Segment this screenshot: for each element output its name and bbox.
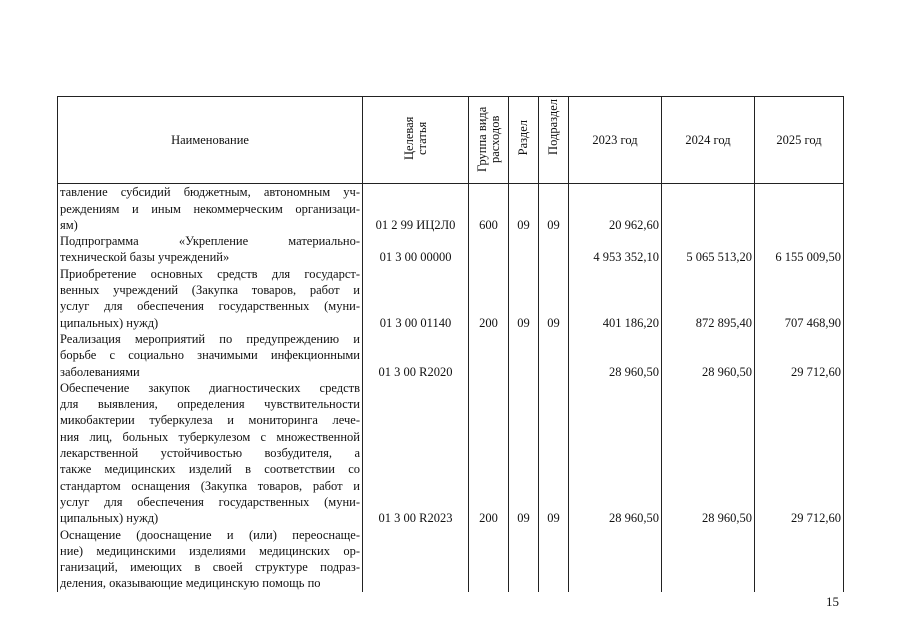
row-subsection xyxy=(539,331,569,380)
row-amount-2023 xyxy=(569,527,662,592)
row-amount-2023: 4 953 352,10 xyxy=(569,233,662,266)
row-target-article: 01 3 00 R2023 xyxy=(363,380,469,527)
header-subsection xyxy=(539,97,569,184)
row-name xyxy=(58,266,363,331)
row-amount-2024: 872 895,40 xyxy=(662,266,755,331)
row-name-line: тавление субсидий бюджетным, автономным уч- xyxy=(60,185,360,200)
row-amount-2024 xyxy=(662,184,755,233)
row-target-article: 01 3 00 00000 xyxy=(363,233,469,266)
table-row xyxy=(58,233,844,266)
row-name-line: венных учреждений (Закупка товаров, работ и xyxy=(60,283,360,298)
row-name xyxy=(58,184,363,233)
row-name-line: Оснащение (дооснащение и (или) переоснаще- xyxy=(60,527,360,542)
header-expense-group-text: Группа вида расходов xyxy=(474,106,502,172)
row-name-line: деления, оказывающие медицинскую помощь по xyxy=(60,576,321,591)
row-name xyxy=(58,233,363,266)
header-target-article xyxy=(363,97,469,184)
row-name xyxy=(58,527,363,592)
row-amount-2024 xyxy=(662,527,755,592)
header-2025: 2025 год xyxy=(755,97,844,184)
table-row xyxy=(58,380,844,527)
row-expense-group xyxy=(469,527,509,592)
page-number: 15 xyxy=(826,594,839,609)
budget-table xyxy=(57,96,844,592)
header-2023: 2023 год xyxy=(569,97,662,184)
row-amount-2023: 20 962,60 xyxy=(569,184,662,233)
row-amount-2024: 5 065 513,20 xyxy=(662,233,755,266)
row-name-line: ние) медицинскими изделиями медицинских ор- xyxy=(60,543,360,558)
header-section xyxy=(509,97,539,184)
table-body xyxy=(58,184,844,592)
row-name-line: Обеспечение закупок диагностических средств xyxy=(60,380,360,395)
row-amount-2023: 28 960,50 xyxy=(569,380,662,527)
row-section: 09 xyxy=(509,184,539,233)
header-subsection-text: Подраздел xyxy=(546,99,560,155)
row-name-line: для выявления, определения чувствительности xyxy=(60,397,360,412)
row-target-article: 01 3 00 R2020 xyxy=(363,331,469,380)
row-amount-2025 xyxy=(755,184,844,233)
row-name xyxy=(58,331,363,380)
row-expense-group xyxy=(469,331,509,380)
row-name-line: реждениям и иным некоммерческим организаци- xyxy=(60,201,360,216)
row-name-line: ния лиц, больных туберкулезом с множественной xyxy=(60,429,360,444)
row-name-line: Подпрограмма «Укрепление материально- xyxy=(60,234,360,249)
row-section xyxy=(509,233,539,266)
row-target-article xyxy=(363,527,469,592)
row-amount-2024: 28 960,50 xyxy=(662,380,755,527)
row-name-line: микобактерии туберкулеза и мониторинга лече- xyxy=(60,413,360,428)
table-row xyxy=(58,266,844,331)
row-section xyxy=(509,331,539,380)
row-subsection xyxy=(539,527,569,592)
row-expense-group: 200 xyxy=(469,266,509,331)
row-name-line: также медицинских изделий в соответствии со xyxy=(60,462,360,477)
row-name-line: стандартом оснащения (Закупка товаров, работ и xyxy=(60,478,360,493)
row-name-line: лекарственной устойчивостью возбудителя, а xyxy=(60,446,360,461)
row-subsection: 09 xyxy=(539,184,569,233)
row-name-line: технической базы учреждений» xyxy=(60,250,230,265)
row-name-line: услуг для обеспечения государственных (муни- xyxy=(60,494,360,509)
row-target-article: 01 3 00 01140 xyxy=(363,266,469,331)
row-name-line: ципальных) нужд) xyxy=(60,511,159,526)
row-name-line: ганизаций, имеющих в своей структуре подраз- xyxy=(60,560,360,575)
row-expense-group xyxy=(469,233,509,266)
row-subsection: 09 xyxy=(539,266,569,331)
row-name-line: услуг для обеспечения государственных (муни- xyxy=(60,299,360,314)
header-expense-group xyxy=(469,97,509,184)
header-target-article-text: Целевая статья xyxy=(401,116,429,160)
row-amount-2023: 28 960,50 xyxy=(569,331,662,380)
row-section: 09 xyxy=(509,266,539,331)
row-target-article: 01 2 99 ИЦ2Л0 xyxy=(363,184,469,233)
row-amount-2025: 29 712,60 xyxy=(755,380,844,527)
row-amount-2025: 29 712,60 xyxy=(755,331,844,380)
header-section-text: Раздел xyxy=(516,120,530,156)
row-name-line: Приобретение основных средств для государст- xyxy=(60,266,360,281)
row-amount-2025: 6 155 009,50 xyxy=(755,233,844,266)
row-amount-2024: 28 960,50 xyxy=(662,331,755,380)
row-subsection xyxy=(539,233,569,266)
header-row xyxy=(58,97,844,184)
table-row xyxy=(58,527,844,592)
row-name-line: ципальных) нужд) xyxy=(60,315,159,330)
row-name xyxy=(58,380,363,527)
row-section xyxy=(509,527,539,592)
header-name: Наименование xyxy=(58,97,363,184)
row-section: 09 xyxy=(509,380,539,527)
row-amount-2025 xyxy=(755,527,844,592)
header-2024: 2024 год xyxy=(662,97,755,184)
row-name-line: заболеваниями xyxy=(60,364,140,379)
row-name-line: Реализация мероприятий по предупреждению и xyxy=(60,331,360,346)
table-row xyxy=(58,331,844,380)
row-expense-group: 600 xyxy=(469,184,509,233)
row-subsection: 09 xyxy=(539,380,569,527)
row-expense-group: 200 xyxy=(469,380,509,527)
row-amount-2025: 707 468,90 xyxy=(755,266,844,331)
table-row xyxy=(58,184,844,233)
row-name-line: ям) xyxy=(60,217,78,232)
row-amount-2023: 401 186,20 xyxy=(569,266,662,331)
row-name-line: борьбе с социально значимыми инфекционными xyxy=(60,348,360,363)
